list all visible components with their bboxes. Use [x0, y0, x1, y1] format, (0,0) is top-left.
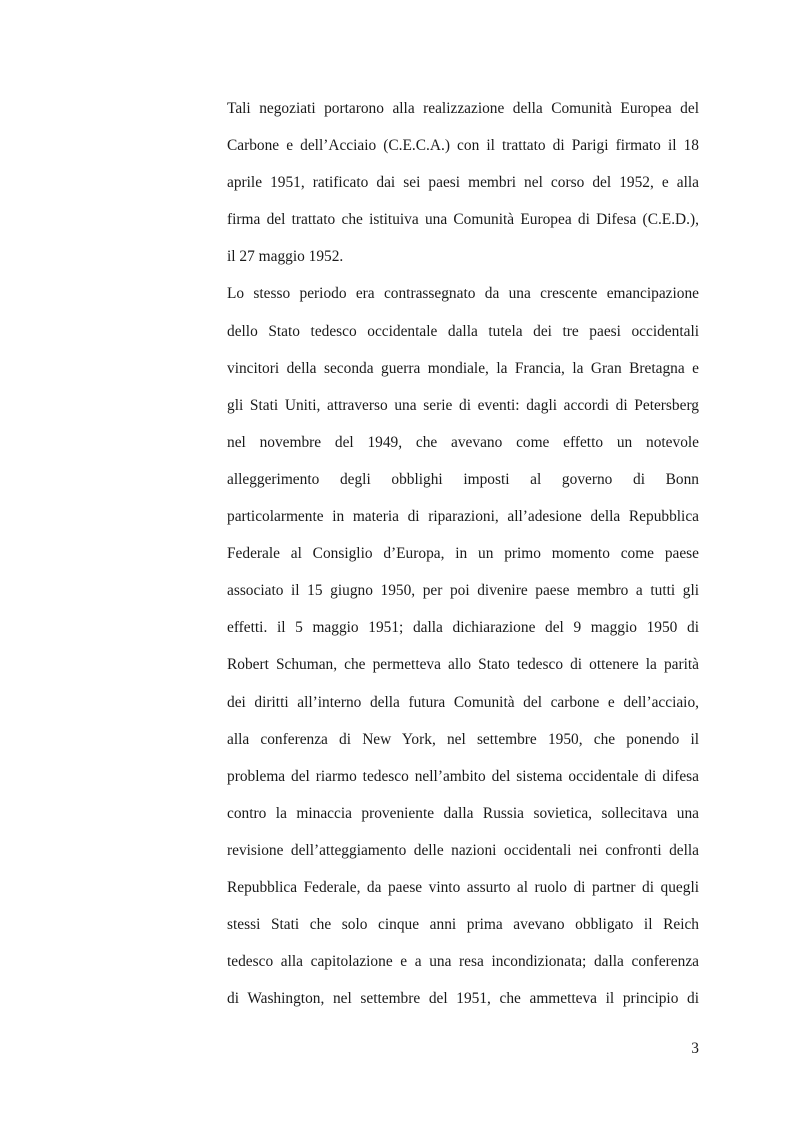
text-line: revisione dell’atteggiamento delle nazioni occidentali nei confronti della: [227, 841, 699, 859]
text-line: Robert Schuman, che permetteva allo Stato tedesco di ottenere la parità: [227, 656, 699, 674]
text-line: Tali negoziati portarono alla realizzazione della Comunità Europea del: [227, 100, 699, 117]
text-line: gli Stati Uniti, attraverso una serie di eventi: dagli accordi di Petersberg: [227, 396, 699, 414]
text-line: Lo stesso periodo era contrassegnato da una crescente emancipazione: [227, 285, 699, 303]
paragraph-2: [227, 275, 699, 1017]
text-line: firma del trattato che istituiva una Comunità Europea di Difesa (C.E.D.),: [227, 211, 699, 229]
text-line: Federale al Consiglio d’Europa, in un primo momento come paese: [227, 545, 699, 563]
text-line: stessi Stati che solo cinque anni prima avevano obbligato il Reich: [227, 916, 699, 934]
text-line: contro la minaccia proveniente dalla Russia sovietica, sollecitava una: [227, 804, 699, 822]
text-line: alleggerimento degli obblighi imposti al governo di Bonn: [227, 470, 699, 488]
text-line: il 27 maggio 1952.: [227, 248, 344, 266]
text-line: Carbone e dell’Acciaio (C.E.C.A.) con il trattato di Parigi firmato il 18: [227, 137, 699, 155]
text-line: particolarmente in materia di riparazioni, all’adesione della Repubblica: [227, 508, 699, 526]
body-text: [227, 90, 699, 1017]
paragraph-1: [227, 90, 699, 275]
text-line: dello Stato tedesco occidentale dalla tutela dei tre paesi occidentali: [227, 322, 699, 340]
text-line: problema del riarmo tedesco nell’ambito del sistema occidentale di difesa: [227, 767, 699, 785]
text-line: di Washington, nel settembre del 1951, che ammetteva il principio di: [227, 990, 699, 1008]
text-line: dei diritti all’interno della futura Comunità del carbone e dell’acciaio,: [227, 693, 699, 711]
page-number: 3: [691, 1040, 699, 1057]
text-line: Repubblica Federale, da paese vinto assurto al ruolo di partner di quegli: [227, 878, 699, 896]
text-line: vincitori della seconda guerra mondiale, la Francia, la Gran Bretagna e: [227, 359, 699, 377]
text-line: nel novembre del 1949, che avevano come effetto un notevole: [227, 433, 699, 451]
text-line: effetti. il 5 maggio 1951; dalla dichiarazione del 9 maggio 1950 di: [227, 619, 699, 637]
text-line: aprile 1951, ratificato dai sei paesi membri nel corso del 1952, e alla: [227, 174, 699, 192]
text-line: tedesco alla capitolazione e a una resa incondizionata; dalla conferenza: [227, 953, 699, 971]
text-line: associato il 15 giugno 1950, per poi divenire paese membro a tutti gli: [227, 582, 699, 600]
text-line: alla conferenza di New York, nel settembre 1950, che ponendo il: [227, 730, 699, 748]
